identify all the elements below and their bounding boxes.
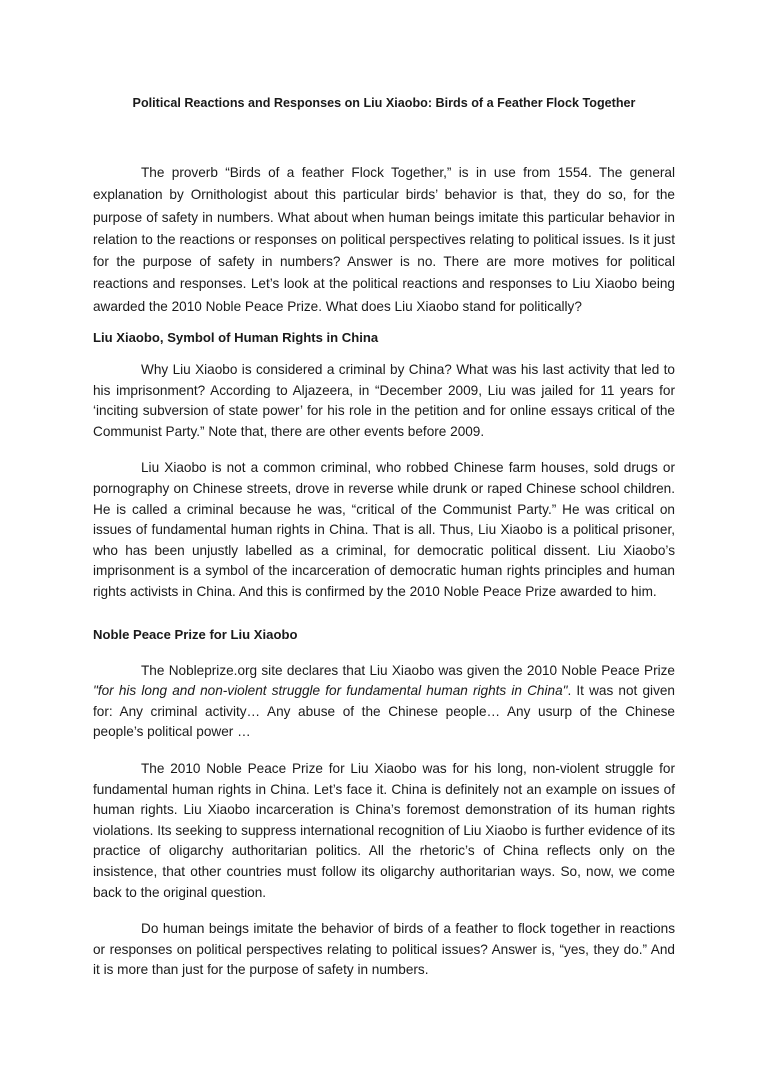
spacer (93, 348, 675, 360)
section2-paragraph-1 (93, 661, 675, 743)
section-heading-human-rights: Liu Xiaobo, Symbol of Human Rights in China (93, 330, 379, 346)
spacer (93, 603, 675, 625)
document-title: Political Reactions and Responses on Liu Xiaobo: Birds of a Feather Flock Together (132, 96, 636, 110)
paragraph-text: . It was not given for: Any criminal activity… Any abuse of the Chinese people… Any usurp of the Chinese people’s political power … (93, 683, 675, 740)
document-body (93, 93, 675, 981)
spacer (93, 442, 675, 458)
section1-paragraph-2: Liu Xiaobo is not a common criminal, who robbed Chinese farm houses, sold drugs or pornography on Chinese streets, drove in reverse while drunk or raped Chinese school children. He is called a criminal because he was, “critical of the Communist Party.” He was critical on issues of fundamental human rights in China. That is all. Thus, Liu Xiaobo is a political prisoner, who has been unjustly labelled as a criminal, for democratic political dissent. Liu Xiaobo’s imprisonment is a symbol of the incarceration of democratic human rights principles and human rights activists in China. And this is confirmed by the 2010 Noble Peace Prize awarded to him. (93, 460, 675, 600)
paragraph-text: The Nobleprize.org site declares that Liu Xiaobo was given the 2010 Noble Peace Prize (141, 662, 675, 678)
section-heading-peace-prize: Noble Peace Prize for Liu Xiaobo (93, 626, 298, 642)
intro-paragraph: The proverb “Birds of a feather Flock Together,” is in use from 1554. The general explanation by Ornithologist about this particular birds’ behavior is that, they do so, for the purpose of safety in numbers. What about when human beings imitate this particular behavior in relation to the reactions or responses on political perspectives relating to political issues. Is it just for the purpose of safety in numbers? Answer is no. There are more motives for political reactions and responses. Let’s look at the political reactions and responses to Liu Xiaobo being awarded the 2010 Noble Peace Prize. What does Liu Xiaobo stand for politically? (93, 165, 675, 314)
section1-paragraph-1: Why Liu Xiaobo is considered a criminal by China? What was his last activity that led to his imprisonment? According to Aljazeera, in “December 2009, Liu was jailed for 11 years for ‘inciting subversion of state power’ for his role in the petition and for online essays critical of the Communist Party.” Note that, there are other events before 2009. (93, 362, 675, 439)
section2-paragraph-2: The 2010 Noble Peace Prize for Liu Xiaobo was for his long, non-violent struggle for fundamental human rights in China. Let’s face it. China is definitely not an example on issues of human rights. Liu Xiaobo incarceration is China’s foremost demonstration of its human rights violations. Its seeking to suppress international recognition of Liu Xiaobo is further evidence of its practice of oligarchy authoritarian politics. All the rhetoric’s of China reflects only on the insistence, that other countries must follow its oligarchy authoritarian ways. So, now, we come back to the original question. (93, 760, 675, 900)
spacer (93, 903, 675, 919)
spacer (93, 743, 675, 759)
nobel-citation-quote: "for his long and non-violent struggle for fundamental human rights in China" (93, 683, 568, 699)
section2-paragraph-3: Do human beings imitate the behavior of birds of a feather to flock together in reactions or responses on political perspectives relating to political issues? Answer is, “yes, they do.” And it is more than just for the purpose of safety in numbers. (93, 921, 675, 978)
spacer (93, 318, 675, 328)
spacer (93, 645, 675, 661)
